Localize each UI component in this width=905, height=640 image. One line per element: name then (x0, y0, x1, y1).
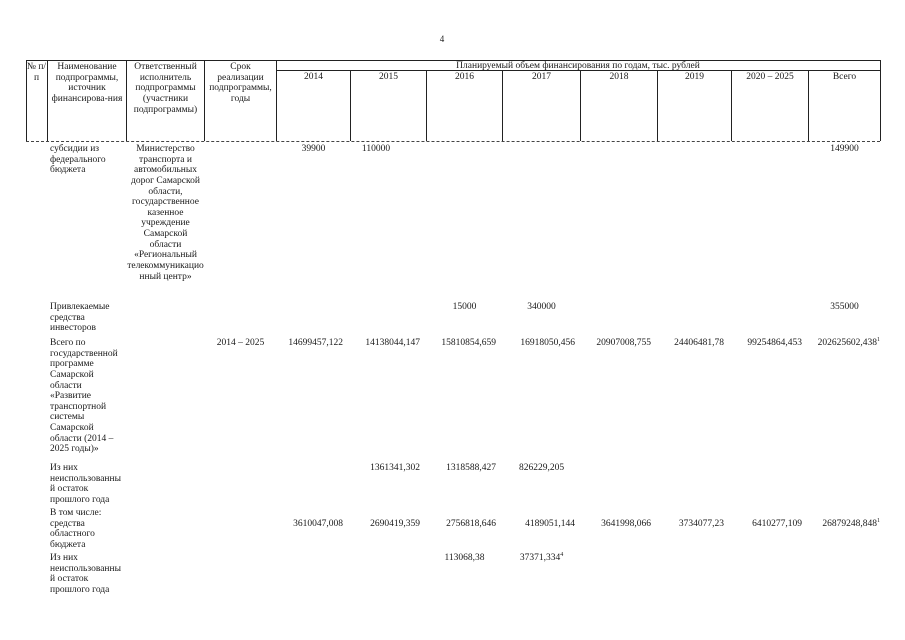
value-2017 (503, 553, 580, 564)
value-2014: 14699457,122 (288, 338, 343, 348)
value-2019: 3734077,23 (678, 519, 724, 529)
header-year: 2018 (609, 72, 629, 82)
value-2014: 39900 (301, 144, 326, 154)
value-2017: 4189051,144 (525, 519, 575, 529)
value-2017: 340000 (527, 302, 556, 312)
value-2016: 113068,38 (444, 553, 485, 563)
value-2015: 2690419,359 (370, 519, 420, 529)
header-year: Всего (832, 72, 857, 82)
value-total-text: 26879248,848 (822, 519, 877, 529)
row-executor: Министерство транспорта и автомобильных дорог Самарской области, государственное казенное учреждение Самарской области «Региональный телекоммуникационный центр» (127, 144, 204, 282)
value-total: 149900 (830, 144, 859, 154)
table-header-bottom-border (26, 141, 880, 142)
value-2018: 3641998,066 (601, 519, 651, 529)
col-divider (880, 60, 881, 141)
header-year: 2017 (532, 72, 551, 82)
value-2020-2025: 99254864,453 (747, 338, 802, 348)
value-2020-2025: 6410277,109 (752, 519, 802, 529)
value-2014: 3610047,008 (293, 519, 343, 529)
header-year: 2019 (685, 72, 704, 82)
header-year: 2020 – 2025 (746, 72, 794, 82)
value-2016: 15000 (452, 302, 477, 312)
value-2016: 2756818,646 (446, 519, 496, 529)
value-total: 355000 (830, 302, 859, 312)
col-divider (47, 60, 48, 141)
value-2017-text: 37371,334 (519, 553, 561, 563)
row-term: 2014 – 2025 (216, 338, 265, 348)
value-2015: 110000 (361, 144, 391, 154)
row-source-name: Всего по государственной программе Самарской области «Развитие транспортной системы Самарской области (2014 – 2025 годы)» (50, 338, 118, 455)
header-year: 2014 (304, 72, 323, 82)
value-2016: 15810854,659 (441, 338, 496, 348)
header-funding-title: Планируемый объем финансирования по годам, тыс. рублей (456, 61, 700, 71)
value-2017: 16918050,456 (520, 338, 575, 348)
value-2015: 14138044,147 (365, 338, 420, 348)
page-number: 4 (439, 34, 445, 44)
header-number: № п/п (26, 62, 47, 83)
row-source-name: В том числе: средства областного бюджета (50, 508, 102, 550)
header-name: Наименование подпрограммы, источник финансирова-ния (51, 62, 123, 104)
row-source-name: Из них неиспользованный остаток прошлого года (50, 553, 121, 595)
value-total-text: 202625602,438 (817, 338, 877, 348)
header-year: 2016 (455, 72, 474, 82)
value-2017: 826229,205 (518, 463, 565, 473)
row-source-name: Из них неиспользованный остаток прошлого года (50, 463, 121, 505)
value-2016: 1318588,427 (446, 463, 496, 473)
header-year: 2015 (379, 72, 398, 82)
row-source-name: Привлекаемые средства инвесторов (50, 302, 110, 334)
value-total (806, 519, 880, 530)
footnote-mark: 4 (560, 552, 564, 558)
header-executor: Ответственный исполнитель подпрограммы (участники подпрограммы) (133, 62, 198, 115)
col-divider (204, 60, 205, 141)
value-2019: 24406481,78 (674, 338, 724, 348)
col-divider (126, 60, 127, 141)
value-2015: 1361341,302 (370, 463, 420, 473)
row-source-name: субсидии из федерального бюджета (50, 144, 106, 176)
footnote-mark: 1 (877, 337, 880, 343)
value-2018: 20907008,755 (596, 338, 651, 348)
footnote-mark: 1 (877, 518, 880, 524)
value-total (806, 338, 880, 349)
header-term: Срок реализации подпрограммы, годы (209, 62, 272, 104)
